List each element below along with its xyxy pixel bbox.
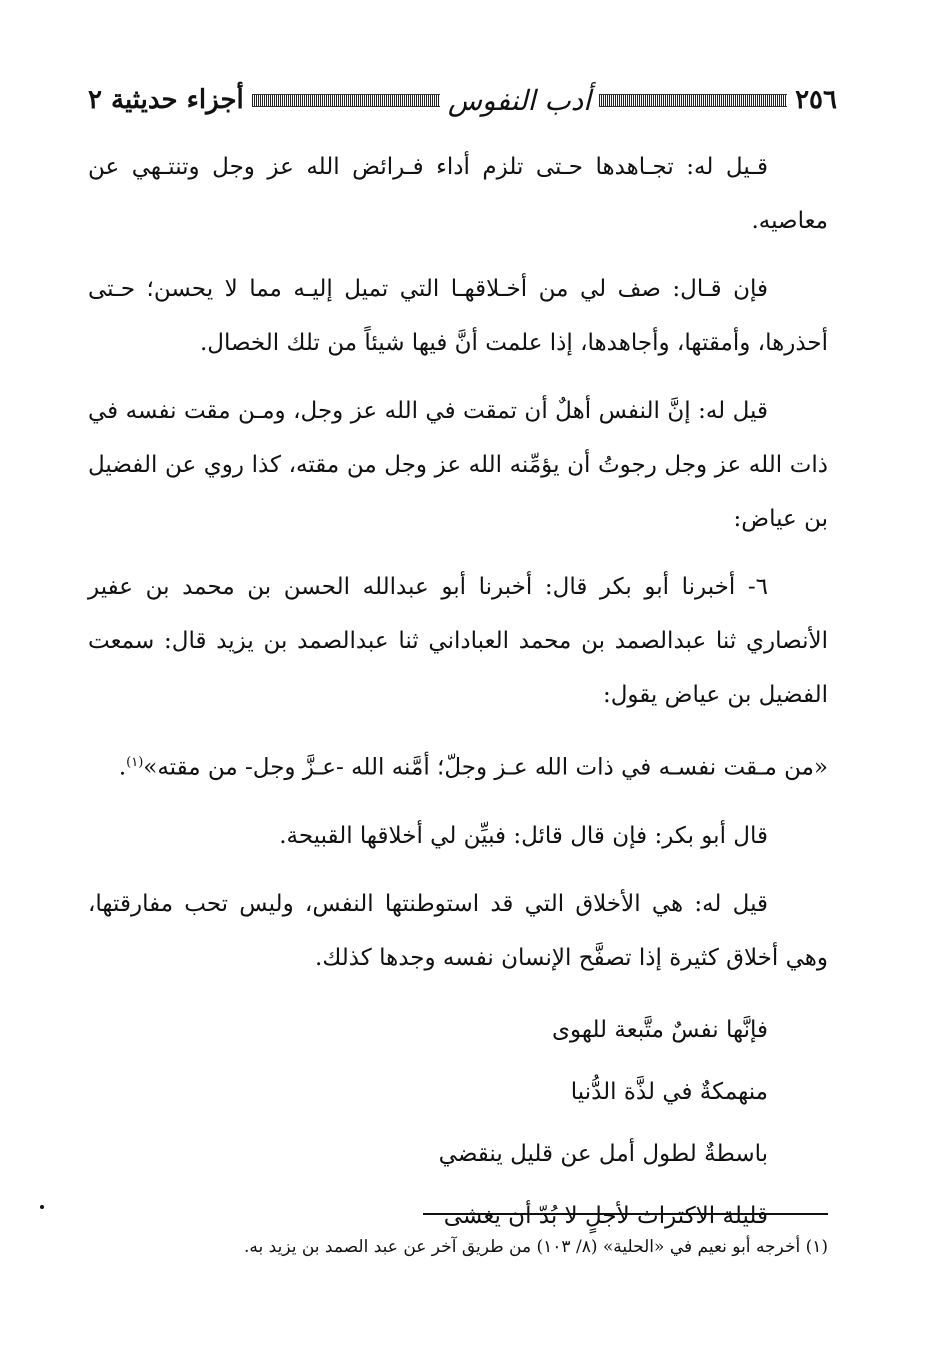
paragraph: قيل له: إنَّ النفس أهلٌ أن تمقت في الله عز وجل، ومـن مقت نفسه في ذات الله عز وجل رجوتُ أن يؤمِّنه الله عز وجل من مقته، كذا روي عن الفضيل بن عياض:: [88, 398, 829, 532]
quote-paragraph: [88, 736, 828, 795]
paragraph: قال أبو بكر: فإن قال قائل: فبيِّن لي أخلاقها القبيحة.: [279, 822, 768, 849]
book-title: أدب النفوس: [447, 83, 591, 117]
quote-text: «من مـقت نفسـه في ذات الله عـز وجلّ؛ أمَّنه الله -عـزَّ وجل- من مقته»: [143, 754, 828, 781]
footnote-rule: [423, 1213, 828, 1215]
header-ornament-left: [252, 94, 440, 107]
body-text: [88, 140, 828, 1247]
verse-line: قليلة الاكتراث لأجلٍ لا بُدّ أن يغشى: [443, 1202, 768, 1229]
footnote: (١) أخرجه أبو نعيم في «الحلية» (٨/ ١٠٣) من طريق آخر عن عبد الصمد بن يزيد به.: [244, 1237, 828, 1257]
paragraph: ٦- أخبرنا أبو بكر قال: أخبرنا أبو عبدالله الحسن بن محمد بن عفير الأنصاري ثنا عبدالصمد بن محمد العباداني ثنا عبدالصمد بن يزيد قال: سمعت الفضيل بن عياض يقول:: [88, 574, 828, 708]
quote-end: .: [118, 754, 127, 781]
paragraph: فإن قـال: صف لي من أخـلاقهـا التي تميل إليـه مما لا يحسن؛ حـتى أحذرها، وأمقتها، وأجاهدها، إذا علمت أنَّ فيها شيئاً من تلك الخصال.: [88, 276, 828, 356]
verse-block: [88, 999, 828, 1247]
series-title: أجزاء حديثية ٢: [87, 85, 244, 115]
running-header: [88, 80, 837, 120]
verse-line: فإنَّها نفسٌ متَّبعة للهوى: [551, 1016, 768, 1043]
paragraph: قـيل له: تجـاهدها حـتى تلزم أداء فـرائض الله عز وجل وتنتـهي عن معاصيه.: [88, 154, 828, 234]
footnote-ref: (١): [126, 755, 144, 770]
header-ornament-right: [599, 94, 787, 107]
page-number: ٢٥٦: [795, 85, 837, 115]
paragraph: قيل له: هي الأخلاق التي قد استوطنتها النفس، وليس تحب مفارقتها، وهي أخلاق كثيرة إذا تصفَّح الإنسان نفسه وجدها كذلك.: [88, 890, 828, 971]
verse-line: باسطةٌ لطول أمل عن قليل ينقضي: [438, 1140, 768, 1167]
verse-line: منهمكةٌ في لذَّة الدُّنيا: [570, 1078, 768, 1105]
speck: [40, 1205, 44, 1209]
